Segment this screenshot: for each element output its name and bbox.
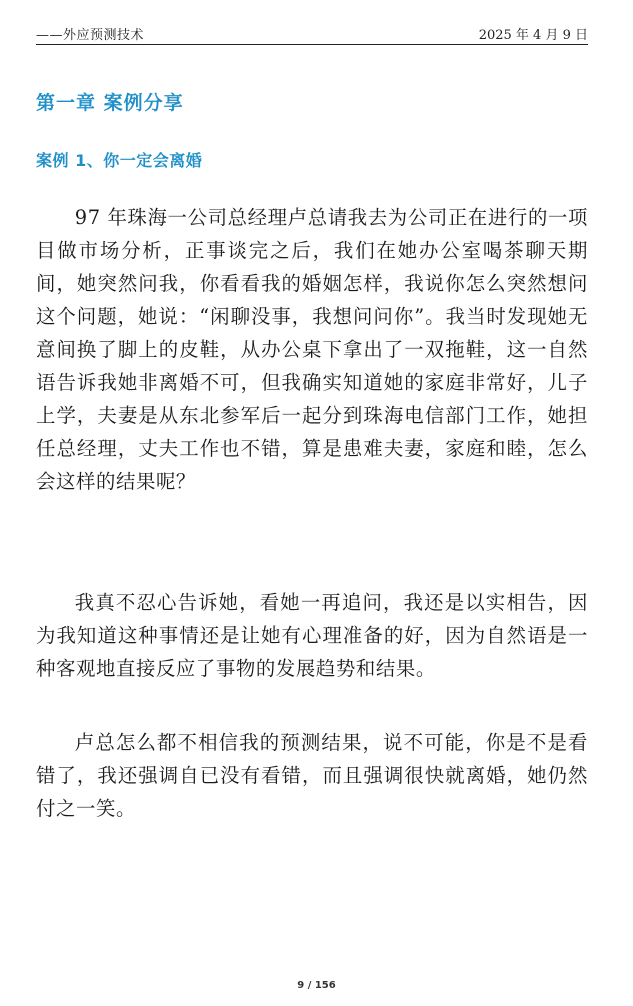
chapter-title: 第一章 案例分享 (36, 92, 184, 114)
running-header (36, 22, 588, 45)
header-book-title: ——外应预测技术 (36, 28, 145, 43)
body-paragraph-2: 我真不忍心告诉她，看她一再追问，我还是以实相告，因为我知道这种事情还是让她有心理准备的好，因为自然语是一种客观地直接反应了事物的发展趋势和结果。 (36, 591, 588, 680)
body-paragraph-3: 卢总怎么都不相信我的预测结果，说不可能，你是不是看错了，我还强调自已没有看错，而且强调很快就离婚，她仍然付之一笑。 (36, 731, 588, 820)
case-title: 案例 1、你一定会离婚 (36, 151, 203, 170)
page-number: 9 / 156 (297, 980, 336, 991)
header-date: 2025 年 4 月 9 日 (478, 28, 588, 43)
body-paragraph-1: 97 年珠海一公司总经理卢总请我去为公司正在进行的一项目做市场分析，正事谈完之后，我们在她办公室喝茶聊天期间，她突然问我，你看看我的婚姻怎样，我说你怎么突然想问这个问题，她说：“闲聊没事，我想问问你”。我当时发现她无意间换了脚上的皮鞋，从办公桌下拿出了一双拖鞋，这一自然语告诉我她非离婚不可，但我确实知道她的家庭非常好，儿子上学，夫妻是从东北参军后一起分到珠海电信部门工作，她担任总经理，丈夫工作也不错，算是患难夫妻，家庭和睦，怎么会这样的结果呢？ (36, 206, 588, 493)
